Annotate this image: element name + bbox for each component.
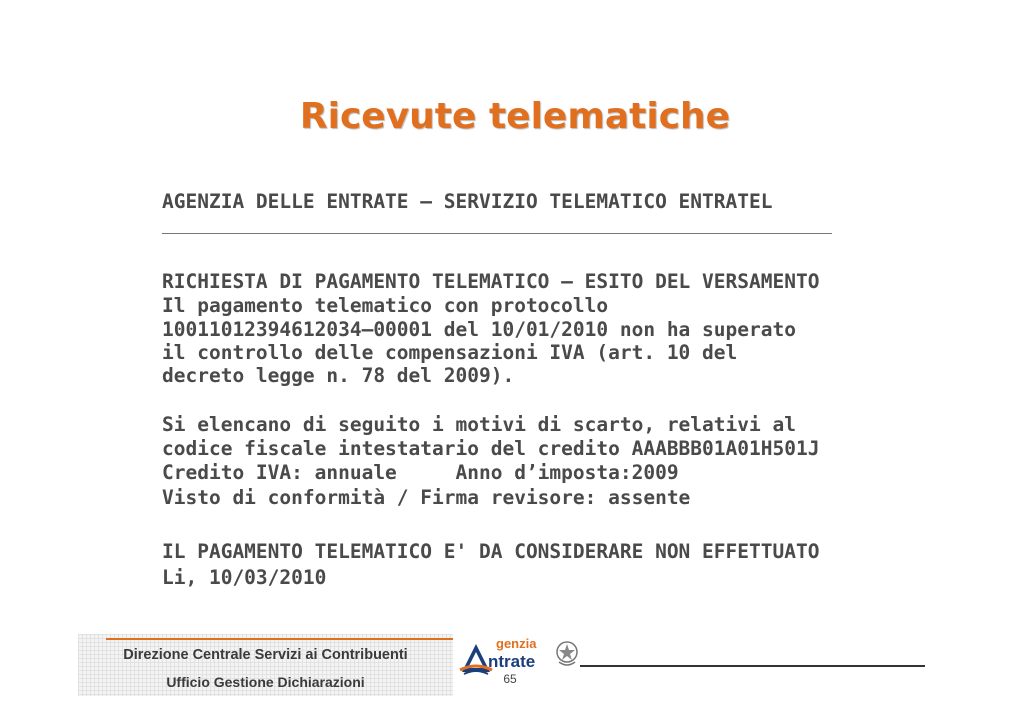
footer-dept-line-1: Direzione Centrale Servizi ai Contribuenti xyxy=(123,647,408,663)
logo-text-top: genzia xyxy=(496,636,537,651)
footer-department-box xyxy=(78,634,453,696)
footer-right-rule xyxy=(580,665,925,667)
body-line-1-2: Il pagamento telematico con protocollo xyxy=(162,294,609,317)
header-line: AGENZIA DELLE ENTRATE – SERVIZIO TELEMATICO ENTRATEL xyxy=(162,190,773,213)
footer-dept-line-2: Ufficio Gestione Dichiarazioni xyxy=(166,674,365,690)
separator-rule xyxy=(162,233,832,234)
body-line-1-1: RICHIESTA DI PAGAMENTO TELEMATICO – ESITO DEL VERSAMENTO xyxy=(162,270,820,293)
logo-text-bottom: ntrate xyxy=(488,652,536,671)
italian-republic-emblem-icon xyxy=(555,640,579,668)
footer-orange-rule xyxy=(106,638,453,640)
body-line-3-2: Li, 10/03/2010 xyxy=(162,566,327,589)
body-line-2-1: Si elencano di seguito i motivi di scarto, relativi al xyxy=(162,413,796,436)
page-number: 65 xyxy=(503,672,517,686)
body-line-2-4: Visto di conformità / Firma revisore: assente xyxy=(162,486,691,509)
body-line-2-3: Credito IVA: annuale Anno d’imposta:2009 xyxy=(162,461,679,484)
slide-title: Ricevute telematiche xyxy=(299,96,731,137)
body-line-1-3: 10011012394612034–00001 del 10/01/2010 non ha superato xyxy=(162,318,796,341)
body-line-1-5: decreto legge n. 78 del 2009). xyxy=(162,364,515,387)
body-line-3-1: IL PAGAMENTO TELEMATICO E' DA CONSIDERARE NON EFFETTUATO xyxy=(162,540,820,563)
body-line-2-2: codice fiscale intestatario del credito AAABBB01A01H501J xyxy=(162,437,820,460)
body-line-1-4: il controllo delle compensazioni IVA (art. 10 del xyxy=(162,341,738,364)
